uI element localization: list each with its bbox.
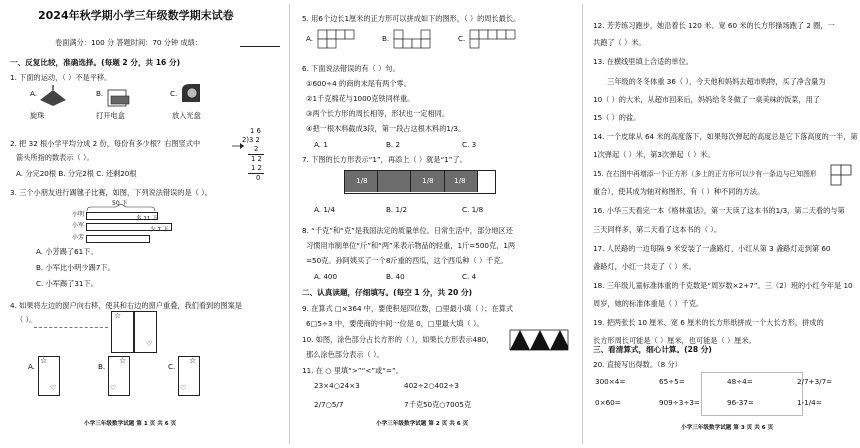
q6-item-4: ④把一根木料截成3段，第一段占这根木料的1/3。 bbox=[306, 124, 466, 133]
q20-item-6: 909÷3÷3= bbox=[659, 398, 700, 407]
q3-name-xiaojun: 小军 bbox=[72, 222, 85, 229]
q3-option-c: C. 小军踢了31下。 bbox=[36, 279, 98, 288]
q1-option-c: 放入光盘 bbox=[172, 111, 201, 120]
q20-item-7: 96-37= bbox=[727, 398, 754, 407]
q2-options: A. 分完20根 B. 分完2根 C. 还剩20根 bbox=[16, 169, 137, 178]
question-9-line-2: 6□5÷3 中，要使商的中间一位是 0，□里最大填（ ）。 bbox=[306, 319, 484, 328]
question-3: 3. 三个小朋友进行踢毽子比赛，如图，下列说法错误的是（ ）。 bbox=[10, 188, 212, 197]
question-6: 6. 下面说法错误的有（ ）句。 bbox=[302, 64, 400, 73]
q6-option-b: B. 2 bbox=[386, 140, 401, 149]
q2-step-2: 1 2 bbox=[251, 155, 262, 163]
question-7: 7. 下图的长方形表示“1”，再添上（ ）就是“1”了。 bbox=[302, 155, 467, 164]
section-3-heading: 三、看清算式，细心计算。(28 分) bbox=[593, 345, 712, 354]
q3-name-xiaoming: 小明 bbox=[72, 211, 85, 218]
heart-icon: ♡ bbox=[146, 340, 153, 348]
star-icon: ☆ bbox=[189, 356, 197, 365]
page-1 bbox=[0, 0, 290, 448]
q2-step-1: 2 bbox=[254, 145, 259, 153]
question-20: 20. 直接写出得数。（8 分） bbox=[593, 360, 682, 369]
q3-option-a: A. 小芳踢了61下。 bbox=[36, 247, 98, 256]
window-right bbox=[133, 311, 157, 353]
page-2-footer: 小学三年级数学试题 第 2 页 共 6 页 bbox=[376, 421, 469, 427]
question-18-line-2: 周岁，她的标准体重是（ ）千克。 bbox=[593, 299, 704, 308]
q20-item-5: 0×60= bbox=[595, 398, 621, 407]
page-2 bbox=[292, 0, 582, 448]
star-icon: ☆ bbox=[114, 311, 122, 320]
q15-square-figure bbox=[831, 165, 855, 189]
question-16-line-1: 16. 小华三天看完一本《格林童话》，第一天读了这本书的1/3，第二天看的与第 bbox=[593, 206, 845, 215]
heart-icon: ♡ bbox=[110, 384, 117, 392]
question-4-line-2: （ ）。 bbox=[16, 315, 37, 324]
q5-label-a: A. bbox=[306, 34, 314, 43]
q11-item-3: 2/7○5/7 bbox=[314, 400, 344, 409]
divider-dashed bbox=[34, 327, 108, 328]
q7-mark-2: 1/8 bbox=[422, 176, 434, 185]
q6-item-1: ①600÷4 的商的末尾有两个零。 bbox=[306, 79, 411, 88]
q4-label-a: A. bbox=[28, 362, 36, 371]
q5-shape-b bbox=[394, 30, 444, 50]
q10-shaded-rectangle bbox=[510, 330, 570, 352]
q11-item-2: 402÷2○402÷3 bbox=[404, 381, 459, 390]
question-19-line-1: 19. 把两张长 10 厘米、宽 6 厘米的长方形纸拼成一个大长方形，拼成的 bbox=[593, 318, 824, 327]
q7-divider bbox=[377, 170, 378, 192]
question-5: 5. 用6个边长1厘米的正方形可以拼成如下的图形，（ ）的周长最长。 bbox=[302, 14, 521, 23]
question-8-line-3: =50克。孙阿姨买了一个8斤重的西瓜，这个西瓜种（ ）千克。 bbox=[306, 256, 508, 265]
question-17-line-2: 盏路灯，小红一共走了（ ）米。 bbox=[593, 262, 696, 271]
q7-divider bbox=[444, 170, 445, 192]
q20-item-1: 300×4= bbox=[595, 377, 626, 386]
q3-less-label: 少 7 下 bbox=[150, 227, 169, 233]
q5-label-c: C. bbox=[458, 34, 466, 43]
q13-line-3: 15（ ）的盐。 bbox=[593, 113, 641, 122]
heart-icon: ♡ bbox=[50, 384, 57, 392]
heart-icon: ♡ bbox=[180, 384, 187, 392]
q3-bar-xiaofang bbox=[86, 235, 150, 243]
question-15-line-2: 重合），使其成为轴对称图形，有（ ）种不同的方法。 bbox=[593, 187, 765, 196]
arrow-icon bbox=[232, 142, 246, 150]
spinning-top-icon bbox=[40, 88, 66, 106]
q3-total-label: 50 下 bbox=[112, 200, 128, 207]
section-1-heading: 一、反复比较，准确选择。(每题 2 分，共 16 分) bbox=[10, 58, 181, 67]
q20-item-8: 1-1/4= bbox=[797, 398, 822, 407]
column-divider bbox=[289, 4, 290, 444]
q4-label-c: C. bbox=[168, 362, 176, 371]
q13-line-2: 10（ ）的大米，从超市回来后，妈妈给冬冬做了一桌美味的饭菜，用了 bbox=[593, 95, 821, 104]
q4-label-b: B. bbox=[98, 362, 106, 371]
question-12-line-1: 12. 芳芳练习跑步，她沿着长 120 米、宽 60 米的长方形操场跑了 2 圈，一 bbox=[593, 21, 835, 30]
question-14-line-2: 1次弹起（ ）米，第3次弹起（ ）米。 bbox=[593, 150, 715, 159]
q20-item-3: 48÷4= bbox=[727, 377, 753, 386]
question-9-line-1: 9. 在算式 □×364 中，要使积是四位数，□里最小填（ ）；在算式 bbox=[302, 304, 514, 313]
question-12-line-2: 共跑了（ ）米。 bbox=[593, 38, 646, 47]
question-10-line-1: 10. 如图，涂色部分占长方形的（ ），如果长方形表示480， bbox=[302, 335, 494, 344]
q8-option-a: A. 400 bbox=[314, 272, 338, 281]
q1-option-b: 打开电盒 bbox=[96, 111, 125, 120]
q8-option-b: B. 40 bbox=[386, 272, 405, 281]
question-4: 4. 如果将左边的窗户向右移，使其和右边的窗户重叠，我们看到的图案是 bbox=[10, 301, 242, 310]
q7-mark-3: 1/8 bbox=[454, 176, 466, 185]
q2-step-3: 1 2 bbox=[251, 164, 262, 172]
exam-title: 2024年秋学期小学三年级数学期末试卷 bbox=[38, 9, 234, 22]
q20-item-4: 2/7+3/7= bbox=[797, 377, 833, 386]
q7-option-a: A. 1/4 bbox=[314, 205, 335, 214]
exam-info: 卷面满分：100 分 答题时间：70 分钟 成绩： bbox=[55, 38, 203, 47]
q3-more-label: 多 11 下 bbox=[136, 216, 158, 222]
drawer-icon bbox=[108, 86, 130, 108]
q7-option-b: B. 1/2 bbox=[386, 205, 408, 214]
q7-option-c: C. 1/8 bbox=[462, 205, 484, 214]
q2-quotient: 1 6 bbox=[250, 127, 261, 135]
star-icon: ☆ bbox=[40, 356, 48, 365]
question-10-line-2: 那么涂色部分表示（ ）。 bbox=[306, 350, 384, 359]
q7-divider bbox=[477, 170, 478, 192]
question-15-line-1: 15. 在右图中再增添一个正方形（多上的正方形可以少有一条边与已知图形 bbox=[593, 170, 817, 178]
q8-option-c: C. 4 bbox=[462, 272, 477, 281]
q3-name-xiaofang: 小芳 bbox=[72, 234, 85, 241]
column-divider bbox=[582, 4, 583, 444]
question-14-line-1: 14. 一个皮球从 64 米的高度落下，如果每次弹起的高度总是它下落高度的一半，第 bbox=[593, 132, 858, 141]
question-19-line-2: 长方形周长可能是（ ）厘米，也可能是（ ）厘米。 bbox=[593, 336, 756, 345]
q5-shape-a bbox=[318, 30, 358, 50]
q11-item-1: 23×4○24×3 bbox=[314, 381, 360, 390]
question-18-line-1: 18. 三年级儿童标准体重的千克数是“周岁数×2+7”。三（2）班的小红今年是 10 bbox=[593, 281, 853, 290]
question-1: 1. 下面的运动，（ ）不是平移。 bbox=[10, 73, 112, 82]
question-8-line-2: 习惯用市制单位“斤”和“两”来表示物品的轻重，1斤=500克，1两 bbox=[306, 241, 516, 250]
question-11: 11. 在 ○ 里填“>”“<”或“=”。 bbox=[302, 366, 403, 375]
q7-mark-1: 1/8 bbox=[356, 176, 368, 185]
q6-option-a: A. 1 bbox=[314, 140, 328, 149]
question-2-line-2: 箭头所指的数表示（ ）。 bbox=[16, 153, 94, 162]
q13-line-1: 三年级的冬冬体重 36（ ），今天他和妈妈去超市购物，买了净含量为 bbox=[607, 77, 826, 86]
q6-item-3: ③两个长方形的周长相等，形状也一定相同。 bbox=[306, 109, 450, 118]
star-icon: ☆ bbox=[119, 356, 127, 365]
q11-item-4: 7千克50克○7005克 bbox=[404, 400, 472, 409]
q3-option-b: B. 小军比小明少踢7下。 bbox=[36, 263, 115, 272]
q1-option-a: 旋珠 bbox=[30, 111, 45, 120]
q1-label-c: C. bbox=[170, 89, 178, 98]
question-16-line-2: 三天同样多，第二天看了这本书的（ ）。 bbox=[593, 225, 722, 234]
q1-label-b: B. bbox=[96, 89, 104, 98]
q1-label-a: A. bbox=[30, 89, 38, 98]
section-2-heading: 二、认真读题，仔细填写。(每空 1 分，共 20 分) bbox=[302, 288, 473, 297]
question-2: 2. 把 32 根小学平均分成 2 份，每份有多少根？右图竖式中 bbox=[10, 139, 201, 148]
score-blank bbox=[240, 46, 280, 47]
question-17-line-1: 17. 人民路的一边每隔 9 米安装了一盏路灯，小红从第 3 盏路灯走到第 60 bbox=[593, 244, 831, 253]
question-13: 13. 在横线里填上合适的单位。 bbox=[593, 57, 693, 66]
page-3 bbox=[585, 0, 860, 448]
q20-item-2: 65÷5= bbox=[659, 377, 685, 386]
page-1-footer: 小学三年级数学试题 第 1 页 共 6 页 bbox=[84, 421, 177, 427]
disc-player-icon bbox=[180, 84, 206, 106]
q7-divider bbox=[410, 170, 411, 192]
q5-shape-c bbox=[470, 30, 520, 50]
question-8-line-1: 8. “千克”和“克”是我国法定的质量单位。日常生活中，部分地区还 bbox=[302, 226, 513, 235]
q2-dividend: 2)3 2 bbox=[242, 136, 260, 144]
page-3-footer: 小学三年级数学试题 第 3 页 共 6 页 bbox=[681, 425, 774, 431]
q6-item-2: ②1千克棉花与1000克铁同样重。 bbox=[306, 94, 415, 103]
q2-remainder: 0 bbox=[256, 174, 261, 182]
q5-label-b: B. bbox=[382, 34, 390, 43]
q6-option-c: C. 3 bbox=[462, 140, 477, 149]
